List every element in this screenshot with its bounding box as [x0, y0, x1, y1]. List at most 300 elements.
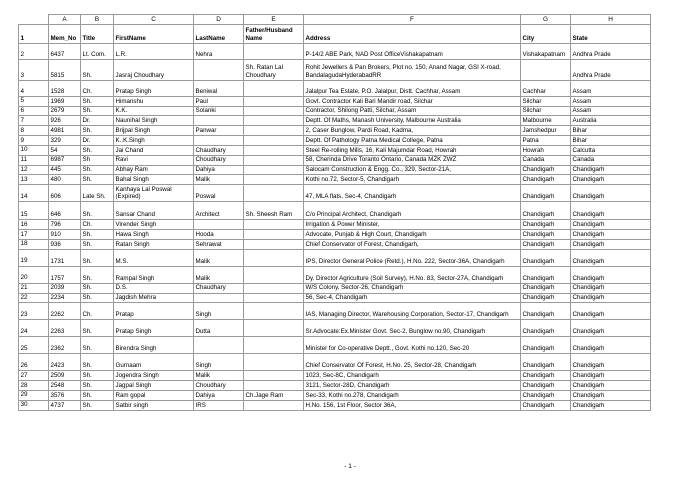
cell-father-husband-name[interactable] — [244, 371, 304, 381]
cell-address[interactable]: Minister for Co-operative Deptt., Govt. Kothi no.120, Sec-20 — [304, 337, 521, 354]
cell-city[interactable]: Chandigarh — [521, 283, 571, 293]
cell-father-husband-name[interactable] — [244, 106, 304, 116]
table-row — [19, 283, 651, 293]
cell-first-name[interactable]: Sansar Chand — [114, 202, 194, 220]
cell-state[interactable]: Chandigarh — [571, 239, 651, 249]
table-row — [19, 249, 651, 266]
table-row — [19, 303, 651, 320]
table-row — [19, 400, 651, 410]
cell-first-name[interactable]: Gurnaam — [114, 354, 194, 371]
cell-title[interactable]: Sh. — [81, 249, 114, 266]
cell-mem-no[interactable]: 1757 — [49, 266, 81, 283]
cell-title[interactable]: Sh. — [81, 230, 114, 240]
row-number[interactable]: 13 — [19, 175, 49, 185]
cell-first-name[interactable]: Jasraj Choudhary — [114, 59, 194, 80]
column-header-g[interactable]: G — [521, 15, 571, 25]
cell-address[interactable]: 47, MLA flats, Sec-4, Chandigarh — [304, 185, 521, 202]
cell-address[interactable]: 1023, Sec-8C, Chandigarh — [304, 371, 521, 381]
cell-mem-no[interactable]: 796 — [49, 220, 81, 230]
cell-title[interactable]: Ch. — [81, 80, 114, 96]
row-number[interactable]: 17 — [19, 230, 49, 240]
row-number[interactable]: 29 — [19, 390, 49, 400]
cell-city[interactable]: Chandigarh — [521, 220, 571, 230]
cell-city[interactable]: Chandigarh — [521, 400, 571, 410]
cell-state[interactable]: Bihar — [571, 136, 651, 146]
table-row — [19, 145, 651, 155]
table-header-row — [19, 24, 651, 43]
cell-first-name[interactable]: Jagdish Mehra — [114, 293, 194, 303]
cell-title[interactable]: Sh. — [81, 59, 114, 80]
row-number[interactable]: 26 — [19, 354, 49, 371]
cell-title[interactable]: Sh. — [81, 283, 114, 293]
column-header-f[interactable]: F — [304, 15, 521, 25]
cell-father-husband-name[interactable] — [244, 126, 304, 136]
header-cell-city: City — [521, 24, 571, 43]
cell-father-husband-name[interactable] — [244, 116, 304, 126]
cell-last-name[interactable]: Sehrawat — [194, 239, 244, 249]
cell-state[interactable]: Chandigarh — [571, 185, 651, 202]
cell-last-name[interactable]: Dahiya — [194, 165, 244, 175]
cell-address[interactable]: 3121, Sector-28D, Chandigarh — [304, 381, 521, 391]
cell-father-husband-name[interactable]: Sh. Ratan Lal Choudhary — [244, 59, 304, 80]
cell-last-name[interactable]: Architect — [194, 202, 244, 220]
cell-city[interactable]: Canada — [521, 155, 571, 165]
row-number[interactable]: 7 — [19, 116, 49, 126]
cell-city[interactable]: Chandigarh — [521, 337, 571, 354]
cell-mem-no[interactable]: 1731 — [49, 249, 81, 266]
cell-last-name[interactable] — [194, 59, 244, 80]
row-number[interactable]: 23 — [19, 303, 49, 320]
cell-address[interactable]: Irrigation & Power Minister, — [304, 220, 521, 230]
cell-last-name[interactable]: Chaudhary — [194, 283, 244, 293]
cell-first-name[interactable]: Ram gopal — [114, 390, 194, 400]
row-number[interactable]: 18 — [19, 239, 49, 249]
cell-father-husband-name[interactable] — [244, 136, 304, 146]
cell-father-husband-name[interactable] — [244, 249, 304, 266]
cell-father-husband-name[interactable] — [244, 400, 304, 410]
cell-last-name[interactable]: Choudhary — [194, 381, 244, 391]
cell-city[interactable]: Chandigarh — [521, 371, 571, 381]
cell-father-husband-name[interactable] — [244, 239, 304, 249]
cell-last-name[interactable]: IRS — [194, 400, 244, 410]
cell-father-husband-name[interactable] — [244, 155, 304, 165]
cell-last-name[interactable] — [194, 293, 244, 303]
cell-title[interactable]: Sh. — [81, 337, 114, 354]
cell-address[interactable]: IAS, Managing Director, Warehousing Corporation, Sector-17, Chandigarh — [304, 303, 521, 320]
cell-title[interactable]: Dr. — [81, 136, 114, 146]
cell-address[interactable]: Steel Re-rolling Mills, 16, Kali Majumdar Road, Howrah — [304, 145, 521, 155]
header-cell-title: Title — [81, 24, 114, 43]
row-number[interactable]: 24 — [19, 320, 49, 337]
cell-father-husband-name[interactable] — [244, 165, 304, 175]
cell-state[interactable]: Chandigarh — [571, 320, 651, 337]
cell-father-husband-name[interactable] — [244, 303, 304, 320]
cell-mem-no[interactable]: 2679 — [49, 106, 81, 116]
row-number[interactable]: 8 — [19, 126, 49, 136]
cell-father-husband-name[interactable]: Ch.Jage Ram — [244, 390, 304, 400]
cell-first-name[interactable]: Naunihal Singh — [114, 116, 194, 126]
cell-address[interactable]: Advocate, Punjab & High Court, Chandigarh — [304, 230, 521, 240]
row-number[interactable]: 30 — [19, 400, 49, 410]
cell-city[interactable]: Chandigarh — [521, 266, 571, 283]
cell-title[interactable]: Sh. — [81, 175, 114, 185]
cell-state[interactable]: Chandigarh — [571, 266, 651, 283]
cell-mem-no[interactable]: 2262 — [49, 303, 81, 320]
cell-last-name[interactable]: Paul — [194, 96, 244, 106]
row-number[interactable]: 14 — [19, 185, 49, 202]
cell-state[interactable]: Chandigarh — [571, 283, 651, 293]
row-number[interactable]: 28 — [19, 381, 49, 391]
table-row — [19, 239, 651, 249]
cell-address[interactable]: IPS, Director General Police (Retd.), H.No. 222, Sector-36A, Chandigarh — [304, 249, 521, 266]
cell-last-name[interactable]: Malik — [194, 266, 244, 283]
cell-title[interactable]: Sh. — [81, 126, 114, 136]
table-row — [19, 136, 651, 146]
cell-address[interactable]: P-14/2 ABE Park, NAD Post OfficeVishakapatnam — [304, 43, 521, 59]
table-row — [19, 155, 651, 165]
cell-city[interactable]: Chandigarh — [521, 202, 571, 220]
cell-mem-no[interactable]: 2423 — [49, 354, 81, 371]
cell-title[interactable]: Dr. — [81, 116, 114, 126]
cell-address[interactable]: Deptt. Of Maths, Manash University, Malbourne Australia — [304, 116, 521, 126]
cell-city[interactable]: Cachhar — [521, 80, 571, 96]
cell-father-husband-name[interactable] — [244, 80, 304, 96]
cell-address[interactable]: Deptt. Of Pathology Patna Medical College, Patna — [304, 136, 521, 146]
cell-state[interactable]: Chandigarh — [571, 202, 651, 220]
cell-address[interactable]: Sec-33, Kothi no.278, Chandigarh — [304, 390, 521, 400]
cell-city[interactable]: Chandigarh — [521, 390, 571, 400]
cell-state[interactable]: Chandigarh — [571, 390, 651, 400]
cell-address[interactable]: Kothi no.72, Sector-5, Chandigarh — [304, 175, 521, 185]
cell-city[interactable]: Jamshedpur — [521, 126, 571, 136]
table-row — [19, 59, 651, 80]
cell-father-husband-name[interactable] — [244, 175, 304, 185]
cell-state[interactable]: Bihar — [571, 126, 651, 136]
cell-address[interactable]: 58, Cherinda Drive Toranto Ontario, Canada MZK ZWZ — [304, 155, 521, 165]
cell-city[interactable]: Chandigarh — [521, 165, 571, 175]
cell-father-husband-name[interactable] — [244, 293, 304, 303]
cell-last-name[interactable]: Dahiya — [194, 390, 244, 400]
cell-state[interactable]: Assam — [571, 96, 651, 106]
cell-state[interactable]: Chandigarh — [571, 165, 651, 175]
cell-city[interactable]: Chandigarh — [521, 175, 571, 185]
cell-mem-no[interactable]: 6437 — [49, 43, 81, 59]
cell-father-husband-name[interactable] — [244, 43, 304, 59]
cell-father-husband-name[interactable] — [244, 230, 304, 240]
cell-city[interactable]: Chandigarh — [521, 293, 571, 303]
cell-state[interactable]: Chandigarh — [571, 230, 651, 240]
column-header-c[interactable]: C — [114, 15, 194, 25]
table-row — [19, 230, 651, 240]
row-number[interactable]: 1 — [19, 24, 49, 43]
row-number[interactable]: 10 — [19, 145, 49, 155]
cell-title[interactable]: Ch. — [81, 220, 114, 230]
cell-mem-no[interactable]: 910 — [49, 230, 81, 240]
cell-state[interactable]: Chandigarh — [571, 381, 651, 391]
cell-title[interactable]: Sh. — [81, 400, 114, 410]
cell-state[interactable]: Chandigarh — [571, 220, 651, 230]
cell-father-husband-name[interactable] — [244, 145, 304, 155]
cell-mem-no[interactable]: 2548 — [49, 381, 81, 391]
cell-city[interactable]: Chandigarh — [521, 239, 571, 249]
cell-last-name[interactable] — [194, 116, 244, 126]
cell-last-name[interactable]: Solanki — [194, 106, 244, 116]
cell-first-name[interactable]: Hawa Singh — [114, 230, 194, 240]
cell-city[interactable]: Chandigarh — [521, 354, 571, 371]
cell-address[interactable]: Govt. Contractor Kali Bari Mandir road, Silchar — [304, 96, 521, 106]
cell-city[interactable]: Chandigarh — [521, 303, 571, 320]
cell-last-name[interactable]: Singh — [194, 303, 244, 320]
cell-last-name[interactable] — [194, 220, 244, 230]
cell-first-name[interactable]: Pratap — [114, 303, 194, 320]
cell-first-name[interactable]: Bahal Singh — [114, 175, 194, 185]
cell-last-name[interactable] — [194, 337, 244, 354]
cell-last-name[interactable]: Beniwal — [194, 80, 244, 96]
cell-mem-no[interactable]: 2039 — [49, 283, 81, 293]
table-row — [19, 202, 651, 220]
row-number[interactable]: 11 — [19, 155, 49, 165]
row-number[interactable]: 27 — [19, 371, 49, 381]
cell-first-name[interactable]: K..K.Singh — [114, 136, 194, 146]
cell-title[interactable]: Sh. — [81, 371, 114, 381]
cell-father-husband-name[interactable]: Sh. Sheesh Ram — [244, 202, 304, 220]
cell-state[interactable]: Chandigarh — [571, 371, 651, 381]
row-number[interactable]: 15 — [19, 202, 49, 220]
cell-first-name[interactable]: Brijpal Singh — [114, 126, 194, 136]
row-number[interactable]: 5 — [19, 96, 49, 106]
cell-father-husband-name[interactable] — [244, 96, 304, 106]
cell-city[interactable]: Malbourne — [521, 116, 571, 126]
cell-mem-no[interactable]: 936 — [49, 239, 81, 249]
cell-address[interactable]: Sr.Advocate:Ex.Minister Govt. Sec-2, Bunglow no.90, Chandigarh — [304, 320, 521, 337]
cell-state[interactable]: Canada — [571, 155, 651, 165]
cell-address[interactable]: H.No. 156, 1st Floor, Sector 36A, — [304, 400, 521, 410]
cell-first-name[interactable]: Himanshu — [114, 96, 194, 106]
cell-title[interactable]: Sh. — [81, 320, 114, 337]
cell-first-name[interactable]: M.S. — [114, 249, 194, 266]
cell-first-name[interactable]: L.R. — [114, 43, 194, 59]
cell-mem-no[interactable]: 4981 — [49, 126, 81, 136]
cell-city[interactable] — [521, 59, 571, 80]
page-number-footer: - 1 - — [344, 463, 356, 470]
cell-city[interactable]: Chandigarh — [521, 381, 571, 391]
cell-mem-no[interactable]: 329 — [49, 136, 81, 146]
cell-mem-no[interactable]: 2362 — [49, 337, 81, 354]
cell-title[interactable]: Sh. — [81, 381, 114, 391]
cell-title[interactable]: Late Sh. — [81, 185, 114, 202]
cell-last-name[interactable]: Malik — [194, 175, 244, 185]
cell-last-name[interactable]: Nehra — [194, 43, 244, 59]
cell-title[interactable]: Sh. — [81, 165, 114, 175]
cell-father-husband-name[interactable] — [244, 220, 304, 230]
cell-city[interactable]: Silchar — [521, 106, 571, 116]
cell-mem-no[interactable]: 3576 — [49, 390, 81, 400]
header-cell-first-name: FirstName — [114, 24, 194, 43]
cell-state[interactable]: Chandigarh — [571, 354, 651, 371]
cell-first-name[interactable]: K.K. — [114, 106, 194, 116]
cell-father-husband-name[interactable] — [244, 185, 304, 202]
row-number[interactable]: 19 — [19, 249, 49, 266]
cell-mem-no[interactable]: 6987 — [49, 155, 81, 165]
cell-last-name[interactable] — [194, 136, 244, 146]
table-row — [19, 320, 651, 337]
cell-state[interactable]: Chandigarh — [571, 337, 651, 354]
cell-address[interactable]: Chief Conservator Of Forest, H.No. 25, Sector-28, Chandigarh — [304, 354, 521, 371]
row-number[interactable]: 25 — [19, 337, 49, 354]
cell-mem-no[interactable]: 606 — [49, 185, 81, 202]
cell-state[interactable]: Assam — [571, 106, 651, 116]
cell-first-name[interactable]: Ratan Singh — [114, 239, 194, 249]
cell-mem-no[interactable]: 54 — [49, 145, 81, 155]
cell-father-husband-name[interactable] — [244, 337, 304, 354]
cell-title[interactable]: Ch. — [81, 303, 114, 320]
cell-first-name[interactable]: Virender Singh — [114, 220, 194, 230]
cell-title[interactable]: Sh. — [81, 106, 114, 116]
row-number[interactable]: 9 — [19, 136, 49, 146]
cell-state[interactable]: Chandigarh — [571, 249, 651, 266]
cell-father-husband-name[interactable] — [244, 266, 304, 283]
cell-mem-no[interactable]: 646 — [49, 202, 81, 220]
table-row — [19, 266, 651, 283]
cell-last-name[interactable]: Panwar — [194, 126, 244, 136]
cell-mem-no[interactable]: 5815 — [49, 59, 81, 80]
cell-mem-no[interactable]: 2234 — [49, 293, 81, 303]
column-header-e[interactable]: E — [244, 15, 304, 25]
cell-last-name[interactable]: Choudhary — [194, 155, 244, 165]
cell-city[interactable]: Chandigarh — [521, 230, 571, 240]
cell-state[interactable]: Assam — [571, 80, 651, 96]
cell-first-name[interactable]: Rampal Singh — [114, 266, 194, 283]
cell-mem-no[interactable]: 445 — [49, 165, 81, 175]
cell-address[interactable]: Salocam Construction & Engg. Co., 329, Sector-21A, — [304, 165, 521, 175]
cell-first-name[interactable]: D.S. — [114, 283, 194, 293]
cell-mem-no[interactable]: 2509 — [49, 371, 81, 381]
column-header-d[interactable]: D — [194, 15, 244, 25]
cell-address[interactable]: 56, Sec-4, Chandigarh — [304, 293, 521, 303]
column-header-b[interactable]: B — [81, 15, 114, 25]
cell-state[interactable]: Chandigarh — [571, 400, 651, 410]
cell-city[interactable]: Vishakapatnam — [521, 43, 571, 59]
table-row — [19, 126, 651, 136]
cell-mem-no[interactable]: 4737 — [49, 400, 81, 410]
cell-state[interactable]: Chandigarh — [571, 303, 651, 320]
cell-father-husband-name[interactable] — [244, 354, 304, 371]
row-number[interactable]: 22 — [19, 293, 49, 303]
cell-state[interactable]: Australia — [571, 116, 651, 126]
table-row — [19, 43, 651, 59]
cell-city[interactable]: Patna — [521, 136, 571, 146]
cell-title[interactable]: Sh. — [81, 145, 114, 155]
cell-address[interactable]: Dy. Director Agriculture (Soil Survey), H.No. 83, Sector-27A, Chandigarh — [304, 266, 521, 283]
row-number[interactable]: 12 — [19, 165, 49, 175]
cell-father-husband-name[interactable] — [244, 283, 304, 293]
cell-state[interactable]: Calcutta — [571, 145, 651, 155]
cell-address[interactable]: Contractor, Shilong Patti, Silchar, Assam — [304, 106, 521, 116]
cell-mem-no[interactable]: 2263 — [49, 320, 81, 337]
cell-state[interactable]: Andhra Prade — [571, 43, 651, 59]
cell-title[interactable]: Sh. — [81, 239, 114, 249]
table-row — [19, 96, 651, 106]
header-cell-state: State — [571, 24, 651, 43]
cell-city[interactable]: Silchar — [521, 96, 571, 106]
select-all-corner[interactable] — [19, 15, 49, 25]
cell-father-husband-name[interactable] — [244, 381, 304, 391]
table-row — [19, 354, 651, 371]
cell-state[interactable]: Chandigarh — [571, 293, 651, 303]
row-number[interactable]: 20 — [19, 266, 49, 283]
cell-last-name[interactable]: Malik — [194, 249, 244, 266]
cell-first-name[interactable]: Ravi — [114, 155, 194, 165]
cell-first-name[interactable]: Pratap Singh — [114, 80, 194, 96]
cell-first-name[interactable]: Jogendra Singh — [114, 371, 194, 381]
header-cell-address: Address — [304, 24, 521, 43]
cell-title[interactable]: Sh. — [81, 202, 114, 220]
cell-first-name[interactable]: Jai Chand — [114, 145, 194, 155]
cell-city[interactable]: Howrah — [521, 145, 571, 155]
row-number[interactable]: 3 — [19, 59, 49, 80]
cell-first-name[interactable]: Birendra Singh — [114, 337, 194, 354]
cell-city[interactable]: Chandigarh — [521, 185, 571, 202]
table-row — [19, 80, 651, 96]
cell-address[interactable]: Chief Conservator of Forest, Chandigarh, — [304, 239, 521, 249]
cell-father-husband-name[interactable] — [244, 320, 304, 337]
cell-first-name[interactable]: Abhay Ram — [114, 165, 194, 175]
cell-title[interactable]: Sh. — [81, 293, 114, 303]
cell-address[interactable]: 2, Caser Bunglow, Pardi Road, Kadma, — [304, 126, 521, 136]
cell-address[interactable]: C/o Principal Architect, Chandigarh — [304, 202, 521, 220]
cell-first-name[interactable]: Pratap Singh — [114, 320, 194, 337]
cell-last-name[interactable]: Hooda — [194, 230, 244, 240]
cell-last-name[interactable]: Malik — [194, 371, 244, 381]
cell-title[interactable]: Sh. — [81, 390, 114, 400]
cell-state[interactable]: Andhra Prade — [571, 59, 651, 80]
cell-mem-no[interactable]: 1528 — [49, 80, 81, 96]
cell-mem-no[interactable]: 480 — [49, 175, 81, 185]
cell-address[interactable]: Rohit Jewellers & Pan Brokers, Plot no. 150, Anand Nagar, GSI X-road, BandalagudaHyderabadRR — [304, 59, 521, 80]
table-row — [19, 220, 651, 230]
row-number[interactable]: 4 — [19, 80, 49, 96]
column-header-a[interactable]: A — [49, 15, 81, 25]
cell-city[interactable]: Chandigarh — [521, 320, 571, 337]
row-number[interactable]: 2 — [19, 43, 49, 59]
table-row — [19, 371, 651, 381]
table-row — [19, 390, 651, 400]
cell-title[interactable]: Lt. Com. — [81, 43, 114, 59]
column-header-h[interactable]: H — [571, 15, 651, 25]
cell-address[interactable]: Jalalpur Tea Estate, P.O. Jalalpur, Distt. Cachhar, Assam — [304, 80, 521, 96]
cell-last-name[interactable]: Poswal — [194, 185, 244, 202]
cell-title[interactable]: Sh. — [81, 96, 114, 106]
cell-title[interactable]: Sh. — [81, 266, 114, 283]
row-number[interactable]: 6 — [19, 106, 49, 116]
cell-first-name[interactable]: Kanhaya Lal Poswal (Expired) — [114, 185, 194, 202]
cell-title[interactable]: Sh — [81, 155, 114, 165]
cell-address[interactable]: W/S Colony, Sector-26, Chandigarh — [304, 283, 521, 293]
cell-first-name[interactable]: Satbir singh — [114, 400, 194, 410]
cell-city[interactable]: Chandigarh — [521, 249, 571, 266]
cell-mem-no[interactable]: 926 — [49, 116, 81, 126]
cell-title[interactable]: Sh. — [81, 354, 114, 371]
row-number[interactable]: 21 — [19, 283, 49, 293]
cell-first-name[interactable]: Jagpal Singh — [114, 381, 194, 391]
cell-mem-no[interactable]: 1969 — [49, 96, 81, 106]
row-number[interactable]: 16 — [19, 220, 49, 230]
cell-last-name[interactable]: Dutta — [194, 320, 244, 337]
cell-last-name[interactable]: Singh — [194, 354, 244, 371]
cell-state[interactable]: Chandigarh — [571, 175, 651, 185]
table-row — [19, 116, 651, 126]
cell-last-name[interactable]: Chaudhary — [194, 145, 244, 155]
